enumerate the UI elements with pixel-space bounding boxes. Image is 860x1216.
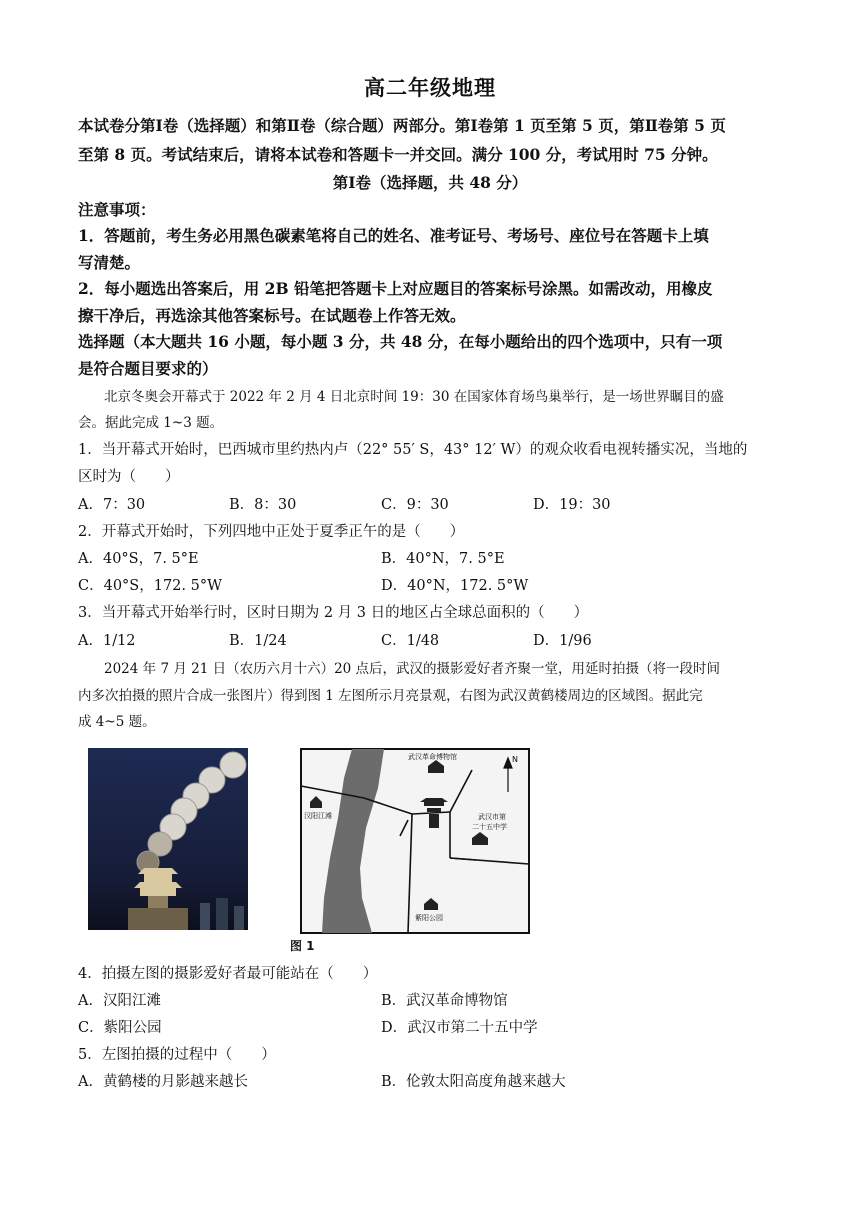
ziyang-label: 紫阳公园 xyxy=(415,914,443,922)
moon-timelapse-photo xyxy=(88,748,248,930)
q4-option-c: C．紫阳公园 xyxy=(78,1020,162,1036)
region-map xyxy=(300,748,530,934)
q3-option-c: C．1/48 xyxy=(381,633,440,649)
q3-option-a: A．1/12 xyxy=(78,633,136,649)
q2-stem: 2．开幕式开始时，下列四地中正处于夏季正午的是（ ） xyxy=(78,524,465,540)
intro-line-1: 本试卷分第Ⅰ卷（选择题）和第Ⅱ卷（综合题）两部分。第Ⅰ卷第 1 页至第 5 页，第Ⅱ卷第 5 页 xyxy=(78,116,726,135)
q1-stem-line-2: 区时为（ ） xyxy=(78,469,180,485)
q4-stem: 4．拍摄左图的摄影爱好者最可能站在（ ） xyxy=(78,966,378,982)
passage-2-line-2: 内多次拍摄的照片合成一张图片）得到图 1 左图所示月亮景观，右图为武汉黄鹤楼周边的区域图。据此完 xyxy=(78,688,703,704)
q1-option-a: A．7：30 xyxy=(78,497,146,513)
choice-intro-line-2: 是符合题目要求的） xyxy=(78,359,218,378)
north-label: N xyxy=(512,755,518,764)
figure-caption: 图 1 xyxy=(290,939,315,953)
q1-option-d: D．19：30 xyxy=(533,497,611,513)
q4-option-a: A．汉阳江滩 xyxy=(78,993,161,1009)
passage-2-line-3: 成 4~5 题。 xyxy=(78,714,156,730)
q2-option-d: D．40°N，172. 5°W xyxy=(381,578,529,594)
q3-option-b: B．1/24 xyxy=(229,633,287,649)
section-title: 第Ⅰ卷（选择题，共 48 分） xyxy=(332,173,528,192)
note-1-line-2: 写清楚。 xyxy=(78,253,141,272)
q1-option-c: C．9：30 xyxy=(381,497,449,513)
q1-stem-line-1: 1．当开幕式开始时，巴西城市里约热内卢（22° 55′ S，43° 12′ W）的观众收看电视转播实况，当地的 xyxy=(78,442,748,458)
q2-option-b: B．40°N，7. 5°E xyxy=(381,551,505,567)
q3-stem: 3．当开幕式开始举行时，区时日期为 2 月 3 日的地区占全球总面积的（ ） xyxy=(78,605,589,621)
q5-stem: 5．左图拍摄的过程中（ ） xyxy=(78,1047,276,1063)
q5-option-b: B．伦敦太阳高度角越来越大 xyxy=(381,1074,566,1090)
passage-1-line-1: 北京冬奥会开幕式于 2022 年 2 月 4 日北京时间 19：30 在国家体育场鸟巢举行，是一场世界瞩目的盛 xyxy=(104,389,724,405)
museum-label: 武汉革命博物馆 xyxy=(408,753,457,761)
intro-line-2: 至第 8 页。考试结束后，请将本试卷和答题卡一并交回。满分 100 分，考试用时 75 分钟。 xyxy=(78,145,718,164)
q2-option-a: A．40°S，7. 5°E xyxy=(78,551,199,567)
q1-option-b: B．8：30 xyxy=(229,497,297,513)
q4-option-d: D．武汉市第二十五中学 xyxy=(381,1020,538,1036)
choice-intro-line-1: 选择题（本大题共 16 小题，每小题 3 分，共 48 分，在每小题给出的四个选项中，只有一项 xyxy=(78,332,723,351)
q3-option-d: D．1/96 xyxy=(533,633,592,649)
school-label-line-1: 武汉市第 xyxy=(478,813,506,821)
notes-heading: 注意事项： xyxy=(78,200,156,219)
passage-2-line-1: 2024 年 7 月 21 日（农历六月十六）20 点后，武汉的摄影爱好者齐聚一堂，用延时拍摄（将一段时间 xyxy=(104,661,721,677)
q2-option-c: C．40°S，172. 5°W xyxy=(78,578,223,594)
hanyang-label: 汉阳江滩 xyxy=(304,812,332,820)
school-label-line-2: 二十五中学 xyxy=(472,823,507,831)
q4-option-b: B．武汉革命博物馆 xyxy=(381,993,508,1009)
passage-1-line-2: 会。据此完成 1~3 题。 xyxy=(78,415,224,431)
note-1-line-1: 1．答题前，考生务必用黑色碳素笔将自己的姓名、准考证号、考场号、座位号在答题卡上填 xyxy=(78,226,709,245)
note-2-line-1: 2．每小题选出答案后，用 2B 铅笔把答题卡上对应题目的答案标号涂黑。如需改动，用橡皮 xyxy=(78,279,713,298)
q5-option-a: A．黄鹤楼的月影越来越长 xyxy=(78,1074,248,1090)
note-2-line-2: 擦干净后，再选涂其他答案标号。在试题卷上作答无效。 xyxy=(78,306,466,325)
page-title: 高二年级地理 xyxy=(364,75,496,100)
